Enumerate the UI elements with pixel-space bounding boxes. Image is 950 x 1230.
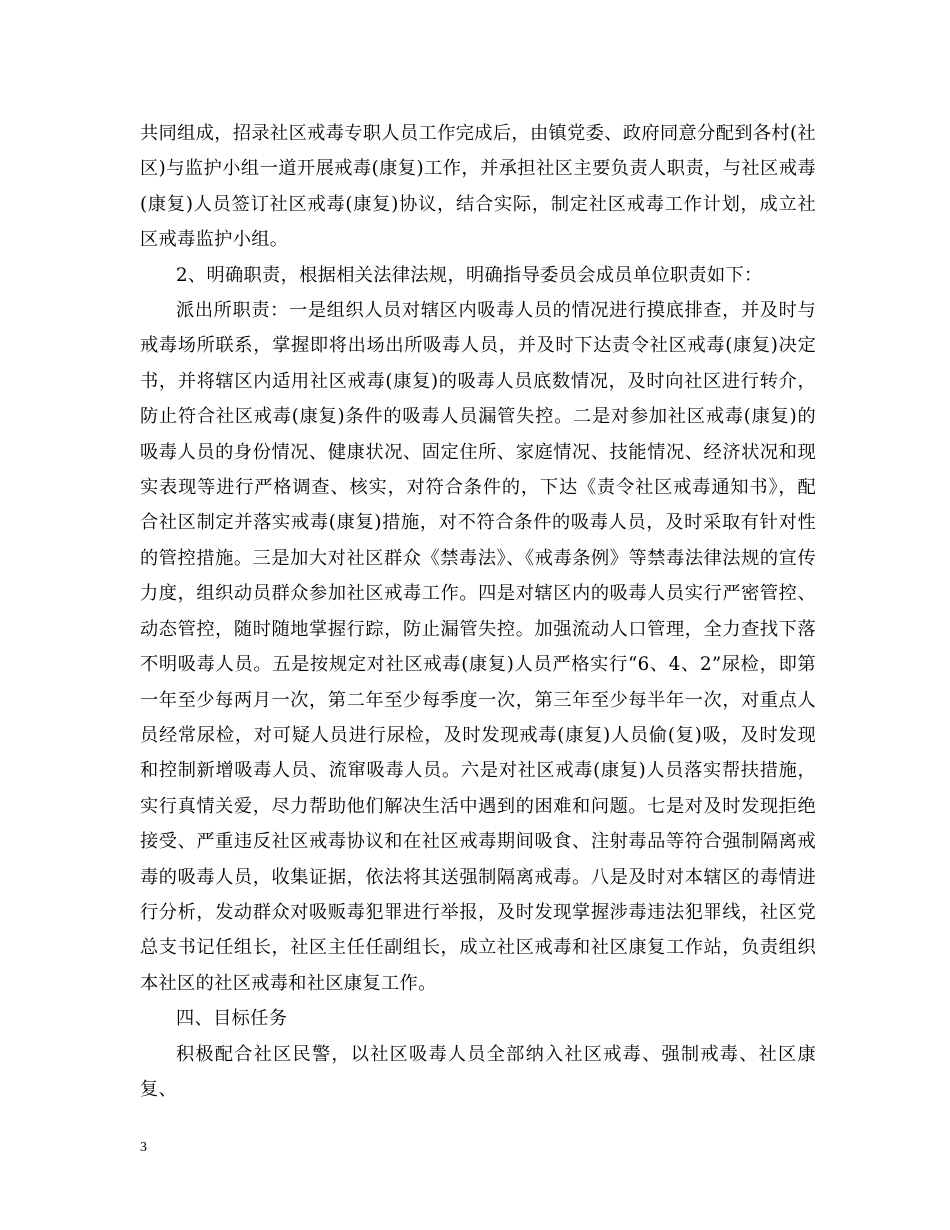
page-number: 3 — [140, 1140, 147, 1155]
body-text — [140, 116, 816, 1107]
paragraph-goals-text: 积极配合社区民警，以社区吸毒人员全部纳入社区戒毒、强制戒毒、社区康复、 — [140, 1043, 816, 1100]
paragraph-clarify-duties: 2、明确职责，根据相关法律法规，明确指导委员会成员单位职责如下： — [176, 264, 763, 286]
section-heading-goals: 四、目标任务 — [176, 1008, 288, 1030]
paragraph-continuation: 共同组成，招录社区戒毒专职人员工作完成后，由镇党委、政府同意分配到各村(社区)与监护小组一道开展戒毒(康复)工作，并承担社区主要负责人职责，与社区戒毒(康复)人员签订社区戒毒(康复)协议，结合实际，制定社区戒毒工作计划，成立社区戒毒监护小组。 — [140, 123, 816, 251]
paragraph-police-station-duties: 派出所职责：一是组织人员对辖区内吸毒人员的情况进行摸底排查，并及时与戒毒场所联系，掌握即将出场出所吸毒人员，并及时下达责令社区戒毒(康复)决定书，并将辖区内适用社区戒毒(康复)的吸毒人员底数情况，及时向社区进行转介，防止符合社区戒毒(康复)条件的吸毒人员漏管失控。二是对参加社区戒毒(康复)的吸毒人员的身份情况、健康状况、固定住所、家庭情况、技能情况、经济状况和现实表现等进行严格调查、核实，对符合条件的，下达《责令社区戒毒通知书》，配合社区制定并落实戒毒(康复)措施，对不符合条件的吸毒人员，及时采取有针对性的管控措施。三是加大对社区群众《禁毒法》、《戒毒条例》等禁毒法律法规的宣传力度，组织动员群众参加社区戒毒工作。四是对辖区内的吸毒人员实行严密管控、动态管控，随时随地掌握行踪，防止漏管失控。加强流动人口管理，全力查找下落不明吸毒人员。五是按规定对社区戒毒(康复)人员严格实行“6、4、2”尿检，即第一年至少每两月一次，第二年至少每季度一次，第三年至少每半年一次，对重点人员经常尿检，对可疑人员进行尿检，及时发现戒毒(康复)人员偷(复)吸，及时发现和控制新增吸毒人员、流窜吸毒人员。六是对社区戒毒(康复)人员落实帮扶措施，实行真情关爱，尽力帮助他们解决生活中遇到的困难和问题。七是对及时发现拒绝接受、严重违反社区戒毒协议和在社区戒毒期间吸食、注射毒品等符合强制隔离戒毒的吸毒人员，收集证据，依法将其送强制隔离戒毒。八是及时对本辖区的毒情进行分析，发动群众对吸贩毒犯罪进行举报，及时发现掌握涉毒违法犯罪线，社区党总支书记任组长，社区主任任副组长，成立社区戒毒和社区康复工作站，负责组织本社区的社区戒毒和社区康复工作。 — [140, 300, 816, 994]
